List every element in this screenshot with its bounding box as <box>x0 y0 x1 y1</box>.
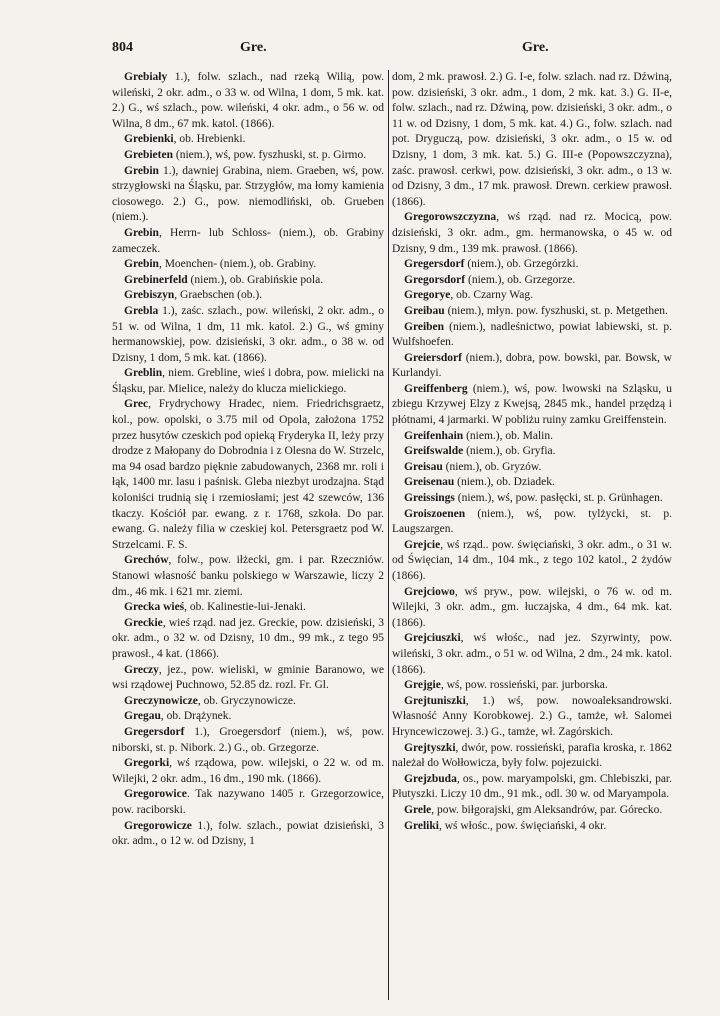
entry-text: (niem.), młyn. pow. fyszhuski, st. p. Metgethen. <box>444 304 668 317</box>
entry-text: 1.), folw. szlach., powiat dzisieński, 3 okr. adm., o 12 w. od Dzisny, 1 <box>112 819 384 848</box>
right-column <box>392 70 672 1006</box>
dictionary-entry <box>112 288 384 304</box>
entry-text: , wieś rząd. nad jez. Greckie, pow. dzisieński, 3 okr. adm., o 32 w. od Dzisny, 10 dm., 99 mk., z tego 95 prawosł., 4 kat. (1866). <box>112 616 384 660</box>
entry-headword: Gregersdorf <box>404 258 465 271</box>
dictionary-entry <box>112 553 384 600</box>
entry-headword: Grecka wieś <box>124 601 185 614</box>
dictionary-entry <box>392 429 672 445</box>
entry-text: , dwór, pow. rossieński, parafia kroska, r. 1862 należał do Wołłowicza, były folw. pojezuicki. <box>392 741 672 770</box>
dictionary-entry <box>392 304 672 320</box>
entry-headword: Greifswalde <box>404 445 464 458</box>
entry-text: , Herrn- lub Schloss- (niem.), ob. Grabiny zameczek. <box>112 226 384 255</box>
entry-headword: Grejtuniszki <box>404 694 466 707</box>
entry-headword: Grebin <box>124 226 159 239</box>
dictionary-entry <box>392 631 672 678</box>
dictionary-entry <box>112 164 384 226</box>
entry-text: (niem.), dobra, pow. bowski, par. Bowsk, w Kurlandyi. <box>392 351 672 380</box>
entry-headword: Gregersdorf <box>124 725 185 738</box>
entry-text: , 1.) wś, pow. nowoaleksandrowski. Własność Anny Korobkowej. 2.) G., tamże, wł. Salomei Hryncewiczowej. 3.) G., tamże, wł. Zagórskich. <box>392 694 672 738</box>
dictionary-entry <box>392 694 672 741</box>
column-divider <box>388 70 389 1000</box>
entry-text: , ob. Hrebienki. <box>173 133 246 146</box>
dictionary-entry <box>392 819 672 835</box>
dictionary-entry <box>392 741 672 772</box>
dictionary-entry <box>392 257 672 273</box>
dictionary-entry <box>112 787 384 818</box>
dictionary-entry <box>112 756 384 787</box>
entry-headword: Gregorye <box>404 289 451 302</box>
entry-text: (niem.), ob. Grabińskie pola. <box>187 273 324 286</box>
entry-text: , ob. Drążynek. <box>160 710 232 723</box>
entry-headword: Grebin <box>124 258 159 271</box>
entry-headword: Greczy <box>124 663 159 676</box>
dictionary-entry <box>392 210 672 257</box>
entry-text: (niem.), wś, pow. tylżycki, st. p. Laugszargen. <box>392 507 672 536</box>
dictionary-entry <box>392 475 672 491</box>
entry-headword: Gregorki <box>124 757 170 770</box>
entry-text: , jez., pow. wieliski, w gminie Baranowo, we wsi rządowej Puchnowo, 52.85 dz. rozl. Fr. Gl. <box>112 663 384 692</box>
entry-headword: Grejgie <box>404 679 441 692</box>
dictionary-entry <box>112 725 384 756</box>
left-column <box>112 70 384 1006</box>
entry-text: , pow. biłgorajski, gm Aleksandrów, par. Górecko. <box>431 803 663 816</box>
dictionary-entry <box>392 460 672 476</box>
entry-headword: Grebinerfeld <box>124 273 188 286</box>
entry-text: 1.), dawniej Grabina, niem. Graeben, wś, pow. strzygłowski na Śląsku, par. Strzygłów, ma łomy kamienia ciosowego. 2.) G., pow. niemodliński, ob. Grueben (niem.). <box>112 164 384 224</box>
dictionary-entry <box>112 70 384 132</box>
entry-headword: Greckie <box>124 616 163 629</box>
entry-headword: Grejtyszki <box>404 741 456 754</box>
dictionary-entry <box>392 273 672 289</box>
entry-headword: Greisau <box>404 460 443 473</box>
entry-text: , Moenchen- (niem.), ob. Grabiny. <box>158 258 317 271</box>
dictionary-entry <box>392 585 672 632</box>
entry-headword: Greliki <box>404 819 439 832</box>
dictionary-entry <box>392 320 672 351</box>
dictionary-entry <box>112 366 384 397</box>
dictionary-entry <box>392 288 672 304</box>
dictionary-entry <box>112 132 384 148</box>
entry-headword: Grec <box>124 398 149 411</box>
entry-text: , wś rządowa, pow. wilejski, o 22 w. od m. Wilejki, 2 okr. adm., 16 dm., 190 mk. (1866). <box>112 757 384 785</box>
entry-headword: Grechów <box>124 554 169 567</box>
entry-headword: Gregorowicze <box>124 819 192 832</box>
entry-headword: Greiersdorf <box>404 351 462 364</box>
dictionary-entry <box>112 304 384 366</box>
entry-text: 1.), zaśc. szlach., pow. wileński, 2 okr. adm., o 51 w. od Wilna, 1 dm, 11 mk. katol. 2.) G., wś gminy hermanowskiej, pow. dzisieński, 3 okr. adm., o 38 w. od Dzisny, 1 dom, 5 mk. kat. (1866). <box>112 304 384 364</box>
entry-text: , niem. Grebline, wieś i dobra, pow. mielicki na Śląsku, par. Mielice, należy do klucza mielickiego. <box>112 367 384 395</box>
entry-headword: Greczynowicze <box>124 694 198 707</box>
entry-text: (niem.), ob. Gryfia. <box>463 445 556 458</box>
dictionary-entry <box>112 257 384 273</box>
dictionary-entry <box>392 382 672 429</box>
dictionary-entry <box>392 444 672 460</box>
right-running-head: Gre. <box>522 40 549 55</box>
left-running-head: Gre. <box>240 40 267 55</box>
entry-headword: Greisenau <box>404 476 455 489</box>
dictionary-entry <box>392 803 672 819</box>
dictionary-entry <box>392 491 672 507</box>
entry-text: (niem.), wś, pow. pasłęcki, st. p. Grünhagen. <box>454 492 663 505</box>
entry-headword: Grebienki <box>124 133 174 146</box>
dictionary-entry <box>112 600 384 616</box>
entry-text: (niem.), ob. Dziadek. <box>454 476 555 489</box>
entry-text: (niem.), wś, pow. lwowski na Szląsku, u zbiegu Krzywej Elzy z Kwejsą, 2845 mk., handel przędzą i płótnami, 4 jarmarki. W pobliżu ruiny zamku Greiffenstein. <box>392 382 672 427</box>
entry-text: , wś rząd. nad rz. Mocicą, pow. dzisieński, 3 okr. adm., gm. hermanowska, o 45 w. od Dzisny, 9 dm., 139 mk. prawosł. (1866). <box>392 211 672 255</box>
entry-headword: Grebiały <box>124 71 168 83</box>
dictionary-entry <box>392 678 672 694</box>
dictionary-entry <box>112 273 384 289</box>
entry-text: , wś pryw., pow. wilejski, o 76 w. od m. Wilejki, 3 okr. adm., gm. łuczajska, 4 dm., 64 mk. kat. (1866). <box>392 585 672 629</box>
entry-headword: Grejzbuda <box>404 772 457 785</box>
page-header <box>112 40 670 62</box>
dictionary-entry <box>112 616 384 663</box>
entry-text: (niem.), ob. Grzegórzki. <box>464 258 579 271</box>
entry-text: , Frydrychowy Hradec, niem. Friedrichsgraetz, kol., pow. opolski, o 3.75 mil od Opola, założona 1752 przez husytów czeskich pod opieką Fryderyka II, leży przy drodze z Małopany do Dobrodnia i z Olesna do W. Strzelc, ma 94 osad bardzo pięknie zabudowanych, 2368 mr. roli i łąk, 1400 mr. lasu i paśnisk. Gleba niezbyt urodzajna. Stąd koloniści trudnią się i rzemiosłami; jest 42 szewców, 136 tkaczy. Kościół par. ewang. z r. 1768, szkoła. Do par. ewang. G. należy filia w czeskiej kol. Petersgraetz pod W. Strzelcami. F. S. <box>112 398 384 551</box>
dictionary-entry <box>392 351 672 382</box>
entry-text: (niem.), ob. Grzegorze. <box>465 273 576 286</box>
entry-text: (niem.), wś, pow. fyszhuski, st. p. Girmo. <box>172 148 367 161</box>
entry-headword: Grebla <box>124 304 159 317</box>
entry-text: , wś włośc., pow. święciański, 4 okr. <box>438 819 607 832</box>
dictionary-entry <box>392 70 672 210</box>
dictionary-entry <box>112 694 384 710</box>
entry-headword: Greiben <box>404 320 445 333</box>
entry-text: 1.), Groegersdorf (niem.), wś, pow. niborski, st. p. Nibork. 2.) G., ob. Grzegorze. <box>112 725 384 754</box>
entry-headword: Greissings <box>404 492 455 505</box>
entry-headword: Grejciuszki <box>404 632 461 645</box>
entry-headword: Greifenhain <box>404 429 464 442</box>
entry-headword: Grejciowo <box>404 585 455 598</box>
dictionary-entry <box>112 397 384 553</box>
entry-headword: Grele <box>404 803 432 816</box>
dictionary-entry <box>392 538 672 585</box>
entry-text: dom, 2 mk. prawosł. 2.) G. I-e, folw. szlach. nad rz. Dźwiną, pow. dzisieński, 3 okr. adm., 1 dom, 2 mk. kat. 3.) G. II-e, folw. szlach., nad rz. Dźwiną, pow. dzisieński, 3 okr. adm., o 11 w. od Dzisny, 1 dom, 5 mk. kat. 4.) G., folw. szlach. nad pot. Dryguczą, pow. dzisieński, 3 okr. adm., o 15 w. od Dzisny, 1 dom, 3 mk. kat. 5.) G. III-e (Popowszczyzna), zaśc. prawosł. cerkwi, pow. dzisieński, 3 okr. adm., o 13 w. od Dzisny, 3 dm., 17 mk. prawosł. Drewn. cerkiew prawosł. (1866). <box>392 71 672 208</box>
entry-text: (niem.), ob. Gryzów. <box>442 460 542 473</box>
entry-text: , folw., pow. iłżecki, gm. i par. Rzeczniów. Stanowi własność banku polskiego w Warszawie, liczy 2 dm., 46 mk. i 621 mr. ziemi. <box>112 554 384 598</box>
entry-text: (niem.), nadleśnictwo, powiat labiewski, st. p. Wulfshoefen. <box>392 320 672 349</box>
entry-headword: Gregorsdorf <box>404 273 466 286</box>
entry-headword: Gregau <box>124 710 161 723</box>
dictionary-entry <box>112 226 384 257</box>
dictionary-entry <box>112 709 384 725</box>
dictionary-entry <box>392 507 672 538</box>
entry-text: 1.), folw. szlach., nad rzeką Wilią, pow. wileński, 2 okr. adm., o 33 w. od Wilna, 1 dom, 5 mk. kat. 2.) G., wś szlach., pow. wileński, 4 okr. adm., o 56 w. od Wilna, 8 dm., 67 mk. katol. (1866). <box>112 71 384 130</box>
dictionary-entry <box>392 772 672 803</box>
page-number: 804 <box>112 40 133 55</box>
entry-text: , wś, pow. rossieński, par. jurborska. <box>440 679 608 692</box>
dictionary-entry <box>112 148 384 164</box>
entry-headword: Gregorowice <box>124 788 187 801</box>
entry-text: (niem.), ob. Malin. <box>463 429 553 442</box>
entry-text: , os., pow. maryampolski, gm. Chlebiszki, par. Płutyszki. Liczy 10 dm., 91 mk., odl. 30 w. od Maryampola. <box>392 772 672 801</box>
entry-text: , ob. Kalinestie-lui-Jenaki. <box>184 601 306 614</box>
entry-text: , wś włośc., nad jez. Szyrwinty, pow. wileński, 3 okr. adm., o 51 w. od Wilna, 2 dm., 24 mk. katol. (1866). <box>392 632 672 676</box>
entry-headword: Groiszoenen <box>404 507 466 520</box>
entry-headword: Greibau <box>404 304 445 317</box>
entry-text: , wś rząd.. pow. święciański, 3 okr. adm., o 31 w. od Święcian, 14 dm., 104 mk., z tego 102 katol., 2 żydów (1866). <box>392 538 672 582</box>
entry-text: , ob. Czarny Wag. <box>450 289 533 302</box>
entry-headword: Grebiszyn <box>124 289 175 302</box>
entry-text: , Graebschen (ob.). <box>174 289 263 302</box>
entry-headword: Grebin <box>124 164 159 177</box>
entry-headword: Gregorowszczyzna <box>404 211 497 224</box>
entry-headword: Greblin <box>124 367 163 380</box>
entry-text: , ob. Gryczynowicze. <box>197 694 296 707</box>
entry-headword: Greiffenberg <box>404 382 468 395</box>
entry-headword: Grebieten <box>124 148 173 161</box>
entry-text: . Tak nazywano 1405 r. Grzegorzowice, pow. raciborski. <box>112 788 384 816</box>
dictionary-entry <box>112 663 384 694</box>
entry-headword: Grejcie <box>404 538 441 551</box>
dictionary-entry <box>112 819 384 850</box>
